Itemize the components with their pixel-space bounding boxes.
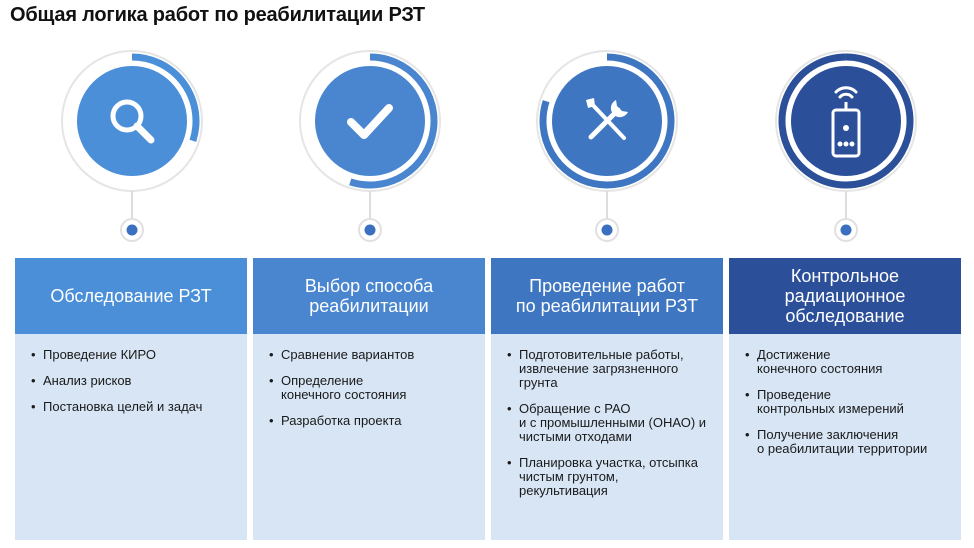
page-title: Общая логика работ по реабилитации РЗТ [10, 4, 425, 26]
stage-2-title: Выбор способа реабилитации [253, 258, 485, 334]
stage-3-list [491, 334, 723, 540]
stage-2-column [253, 258, 485, 540]
list-item: • Анализ рисков [31, 374, 237, 388]
list-item: • Проведение контрольных измерений [745, 388, 951, 416]
stage-1-title: Обследование РЗТ [15, 258, 247, 334]
list-item: • Планировка участка, отсыпка чистым грунтом, рекультивация [507, 456, 713, 498]
stage-3-icon-block [532, 46, 682, 246]
stage-4-title: Контрольное радиационное обследование [729, 258, 961, 334]
stage-1-icon-block [57, 46, 207, 246]
magnifier-icon [105, 94, 159, 148]
list-item: • Проведение КИРО [31, 348, 237, 362]
stage-1-column [15, 258, 247, 540]
list-item: • Определение конечного состояния [269, 374, 475, 402]
list-item: • Разработка проекта [269, 414, 475, 428]
stage-3-title: Проведение работ по реабилитации РЗТ [491, 258, 723, 334]
stage-2-list [253, 334, 485, 540]
stage-4-list [729, 334, 961, 540]
list-item: • Подготовительные работы, извлечение загрязненного грунта [507, 348, 713, 390]
stage-3-column [491, 258, 723, 540]
list-item: • Обращение с РАО и с промышленными (ОНАО) и чистыми отходами [507, 402, 713, 444]
stage-2-icon-block [295, 46, 445, 246]
stage-1-list [15, 334, 247, 540]
stage-3-progress-ring [532, 46, 682, 246]
stage-4-column [729, 258, 961, 540]
stage-2-progress-ring [295, 46, 445, 246]
wrench-screwdriver-icon [582, 96, 632, 146]
list-item: • Получение заключения о реабилитации территории [745, 428, 951, 456]
radiometer-icon [826, 82, 866, 160]
list-item: • Постановка целей и задач [31, 400, 237, 414]
list-item: • Достижение конечного состояния [745, 348, 951, 376]
list-item: • Сравнение вариантов [269, 348, 475, 362]
checkmark-icon [345, 98, 395, 144]
stage-4-icon-block [771, 46, 921, 246]
